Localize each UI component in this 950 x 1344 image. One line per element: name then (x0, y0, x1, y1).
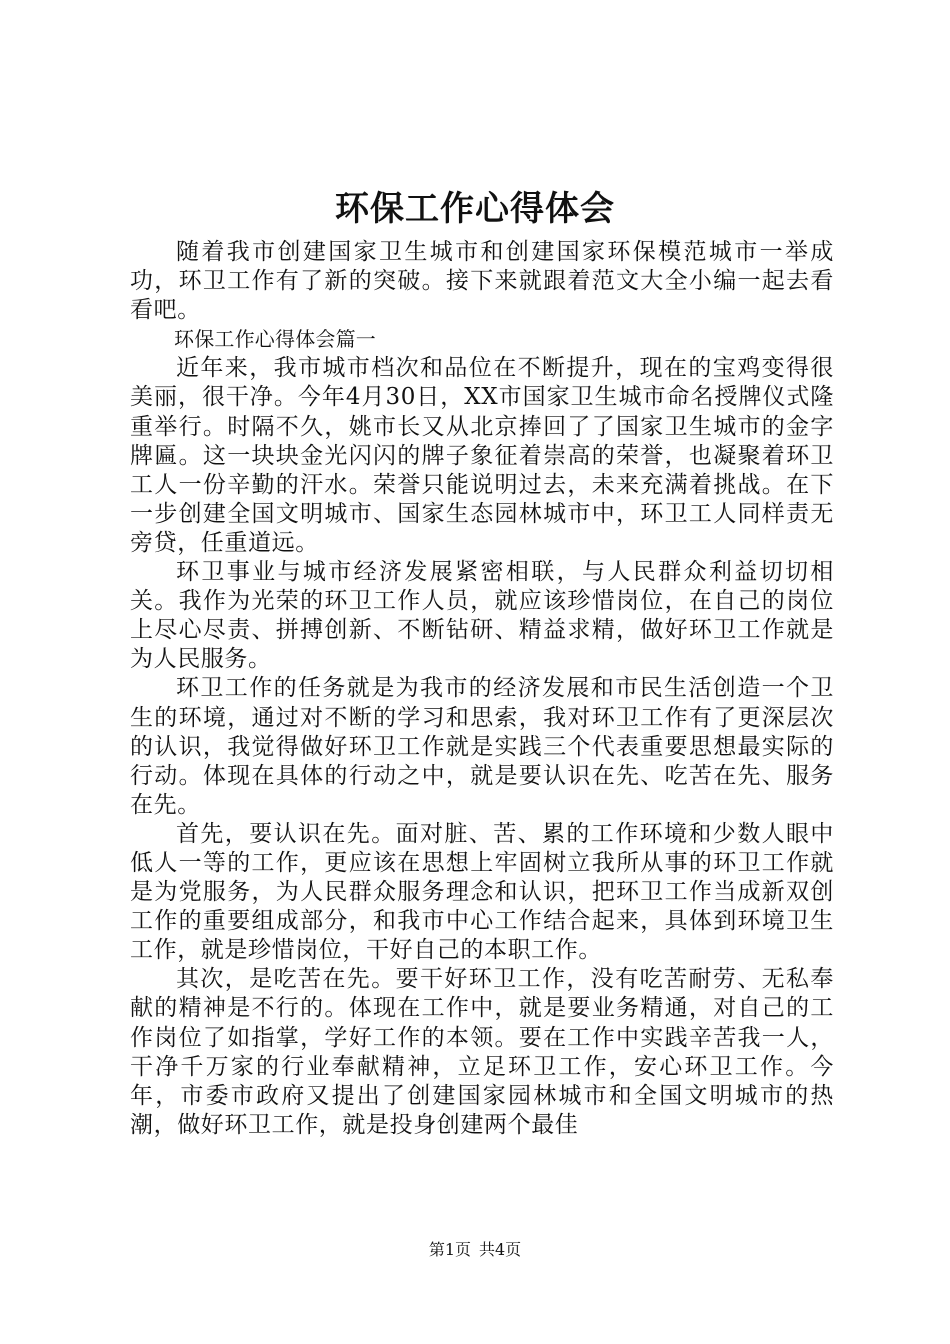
page-total: 共4页 (479, 1240, 522, 1259)
body-paragraph: 环卫工作的任务就是为我市的经济发展和市民生活创造一个卫生的环境，通过对不断的学习和思索，我对环卫工作有了更深层次的认识，我觉得做好环卫工作就是实践三个代表重要思想最实际的行动。体现在具体的行动之中，就是要认识在先、吃苦在先、服务在先。 (130, 675, 834, 818)
body-paragraph: 环卫事业与城市经济发展紧密相联，与人民群众利益切切相关。我作为光荣的环卫工作人员，就应该珍惜岗位，在自己的岗位上尽心尽责、拼搏创新、不断钻研、精益求精，做好环卫工作就是为人民服务。 (130, 559, 834, 673)
intro-paragraph: 随着我市创建国家卫生城市和创建国家环保模范城市一举成功，环卫工作有了新的突破。接下来就跟着范文大全小编一起去看看吧。 (130, 239, 834, 324)
body-paragraph: 其次，是吃苦在先。要干好环卫工作，没有吃苦耐劳、无私奉献的精神是不行的。体现在工作中，就是要业务精通，对自己的工作岗位了如指掌，学好工作的本领。要在工作中实践辛苦我一人，干净千万家的行业奉献精神，立足环卫工作，安心环卫工作。今年，市委市政府又提出了创建国家园林城市和全国文明城市的热潮，做好环卫工作，就是投身创建两个最佳 (130, 966, 834, 1138)
page-number: 第1页 (428, 1240, 471, 1259)
body-paragraph: 近年来，我市城市档次和品位在不断提升，现在的宝鸡变得很美丽，很干净。今年4月30日，XX市国家卫生城市命名授牌仪式隆重举行。时隔不久，姚市长又从北京捧回了了国家卫生城市的金字牌匾。这一块块金光闪闪的牌子象征着崇高的荣誉，也凝聚着环卫工人一份辛勤的汗水。荣誉只能说明过去，未来充满着挑战。在下一步创建全国文明城市、国家生态园林城市中，环卫工人同样责无旁贷，任重道远。 (130, 355, 834, 556)
document-body (130, 238, 834, 1140)
document-title: 环保工作心得体会 (335, 189, 615, 229)
page-footer (0, 1239, 950, 1261)
body-paragraph: 首先，要认识在先。面对脏、苦、累的工作环境和少数人眼中低人一等的工作，更应该在思想上牢固树立我所从事的环卫工作就是为党服务，为人民群众服务理念和认识，把环卫工作当成新双创工作的重要组成部分，和我市中心工作结合起来，具体到环境卫生工作，就是珍惜岗位，干好自己的本职工作。 (130, 820, 834, 964)
section-heading: 环保工作心得体会篇一 (174, 327, 376, 352)
